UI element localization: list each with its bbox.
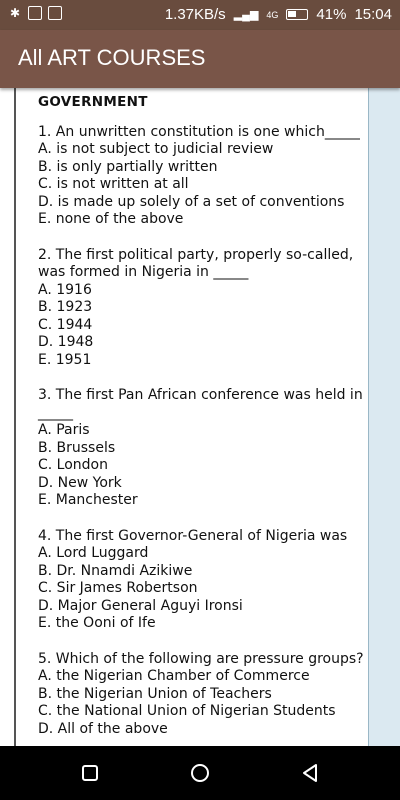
image-icon (28, 6, 42, 20)
option: D. 1948 (38, 334, 94, 350)
battery-level: 41% (316, 6, 347, 23)
app-bar (0, 30, 400, 88)
option: A. is not subject to judicial review (38, 141, 274, 157)
question-page[interactable] (0, 88, 400, 746)
question-stem: 3. The first Pan African conference was held in _____ (38, 387, 363, 421)
signal-icon: ▂▄▆ (233, 9, 259, 21)
network-badge: 4G (266, 9, 279, 20)
option: D. is made up solely of a set of conventions (38, 193, 345, 210)
activity-icon (48, 6, 62, 20)
subject-heading: GOVERNMENT (38, 94, 148, 110)
option: B. Brussels (38, 439, 116, 456)
option: A. the Nigerian Chamber of Commerce (38, 668, 310, 684)
question-stem: 2. The first political party, properly so-called, was formed in Nigeria in _____ (38, 246, 354, 280)
option: C. Sir James Robertson (38, 580, 198, 596)
option: C. London (38, 457, 108, 473)
option: C. 1944 (38, 316, 93, 333)
option: C. is not written at all (38, 176, 189, 192)
option: E. 1951 (38, 351, 92, 368)
option: D. Major General Aguyi Ironsi (38, 597, 243, 614)
question-stem: 5. Which of the following are pressure groups? (38, 650, 364, 667)
question-block (38, 528, 370, 633)
option: C. the National Union of Nigerian Students (38, 703, 336, 719)
option: B. 1923 (38, 299, 93, 315)
option: E. the Ooni of Ife (38, 615, 156, 631)
option: B. is only partially written (38, 158, 218, 175)
question-block (38, 124, 370, 229)
clock: 15:04 (354, 6, 392, 23)
recent-apps-icon[interactable] (79, 762, 101, 784)
option: A. Lord Luggard (38, 545, 149, 561)
home-icon[interactable] (189, 762, 211, 784)
battery-icon (286, 9, 308, 20)
question-block (38, 651, 370, 739)
network-speed: 1.37KB/s (164, 6, 226, 23)
question-stem: 1. An unwritten constitution is one which_____ (38, 123, 360, 140)
navigation-bar (0, 746, 400, 800)
question-block (38, 387, 370, 510)
option: E. none of the above (38, 211, 184, 227)
option: A. 1916 (38, 281, 92, 298)
option: E. Manchester (38, 492, 138, 508)
option: B. the Nigerian Union of Teachers (38, 685, 272, 702)
left-margin-line (14, 88, 16, 746)
option: A. Paris (38, 422, 90, 438)
bug-icon: ✱ (9, 6, 21, 20)
status-indicators (165, 6, 392, 23)
status-bar (0, 0, 400, 30)
right-margin-strip (369, 88, 400, 746)
option: B. Dr. Nnamdi Azikiwe (38, 562, 193, 579)
app-title: All ART COURSES (18, 45, 206, 70)
question-block (38, 247, 370, 370)
notification-icons (8, 6, 62, 20)
back-icon[interactable] (299, 762, 321, 784)
question-stem: 4. The first Governor-General of Nigeria was (38, 527, 348, 544)
option: D. New York (38, 474, 122, 491)
option: D. All of the above (38, 720, 168, 737)
question-text (38, 94, 370, 746)
